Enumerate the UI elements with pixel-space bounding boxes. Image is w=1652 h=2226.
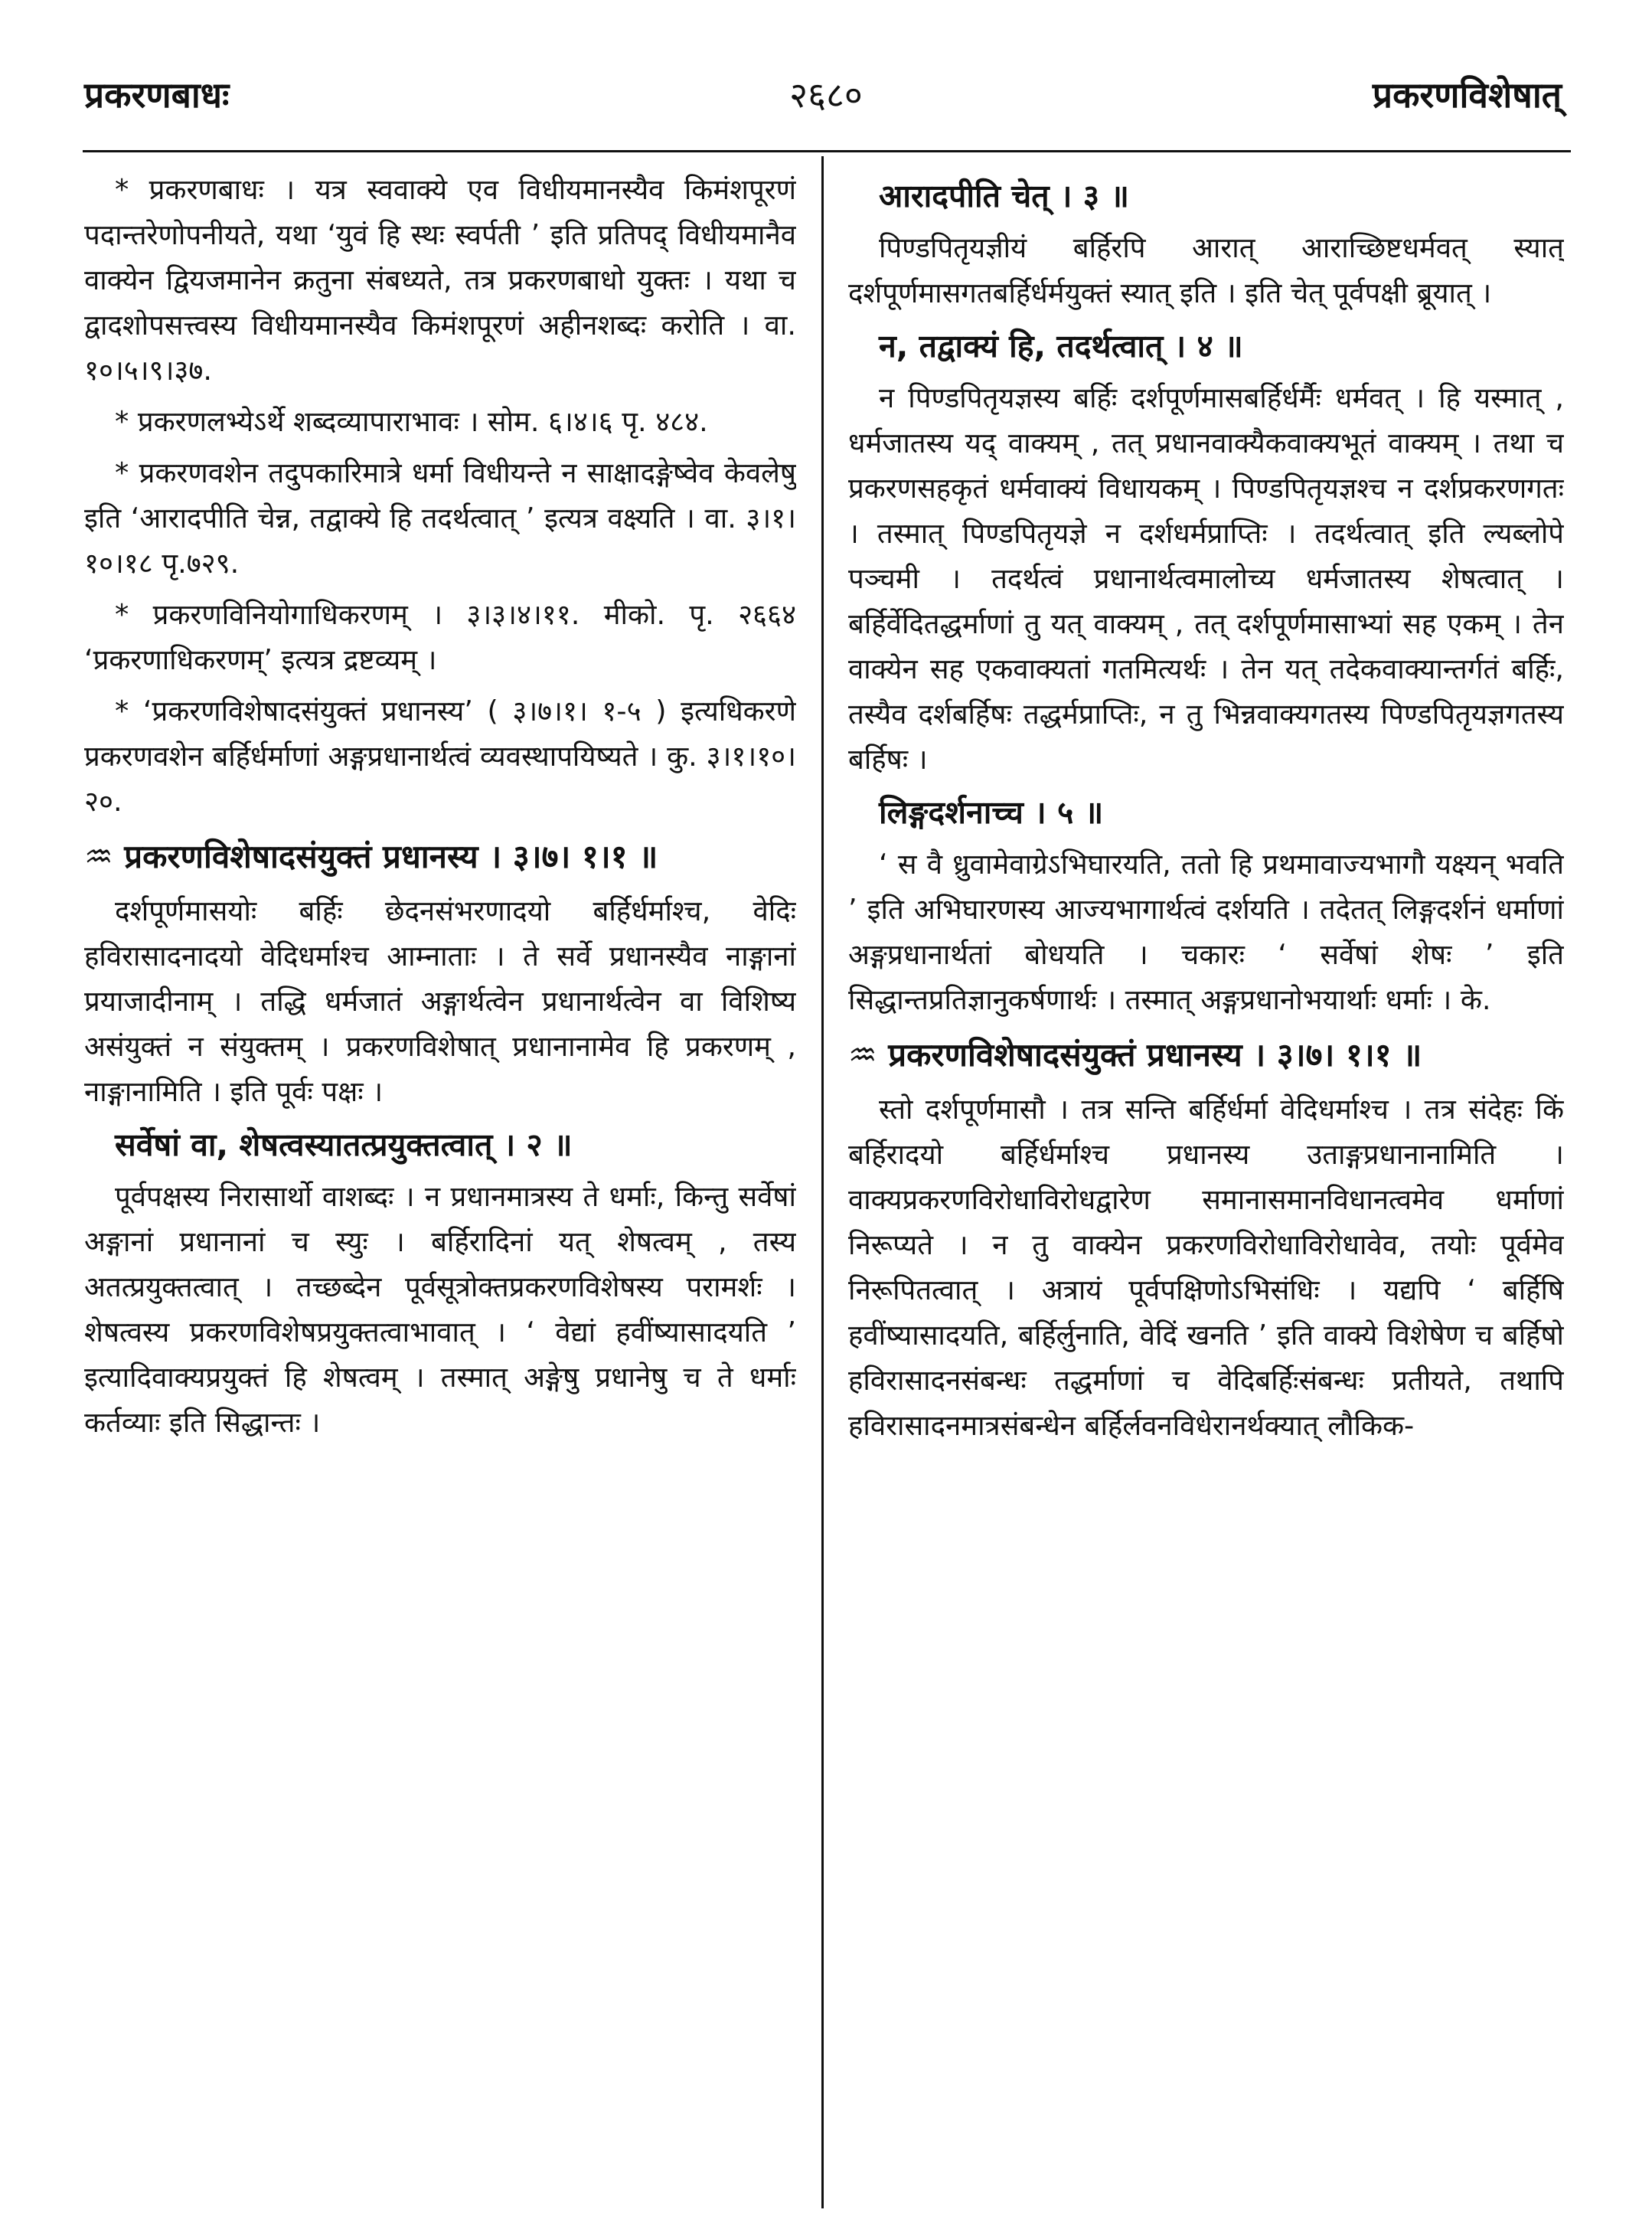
- sutra-2-commentary: पूर्वपक्षस्य निरासार्थो वाशब्दः । न प्रधानमात्रस्य ते धर्माः, किन्तु सर्वेषां अङ्गानां प्रधानानां च स्युः । बर्हिरादिनां यत् शेषत्वम् , तस्य अतत्प्रयुक्तत्वात् । तच्छब्देन पूर्वसूत्रोक्तप्रकरणविशेषस्य परामर्शः । शेषत्वस्य प्रकरणविशेषप्रयुक्तत्वाभावात् । ‘ वेद्यां हवींष्यासादयति ’ इत्यादिवाक्यप्रयुक्तं हि शेषत्वम् । तस्मात् अङ्गेषु प्रधानेषु च ते धर्माः कर्तव्याः इति सिद्धान्तः ।: [84, 1180, 796, 1439]
- entry-prakaranavashena: * प्रकरणवशेन तदुपकारिमात्रे धर्मा विधीयन्ते न साक्षादङ्गेष्वेव केवलेषु इति ‘आरादपीति चेन्न, तद्वाक्ये हि तदर्थत्वात् ’ इत्यत्र वक्ष्यति । वा. ३।१।१०।१८ पृ.७२९.: [84, 456, 796, 580]
- header-right-keyword: प्रकरणविशेषात्: [1372, 74, 1562, 116]
- entry-prakaranaviniyoga: * प्रकरणविनियोगाधिकरणम् । ३।३।४।११. मीको. पृ. २६६४ ‘प्रकरणाधिकरणम्’ इत्यत्र द्रष्टव्यम् ।: [84, 598, 796, 676]
- sutra-4-commentary: न पिण्डपितृयज्ञस्य बर्हिः दर्शपूर्णमासबर्हिर्धर्मैः धर्मवत् । हि यस्मात् , धर्मजातस्य यद् वाक्यम् , तत् प्रधानवाक्यैकवाक्यभूतं वाक्यम् । तथा च प्रकरणसहकृतं धर्मवाक्यं विधायकम् । पिण्डपितृयज्ञश्च न दर्शप्रकरणगतः । तस्मात् पिण्डपितृयज्ञे न दर्शधर्मप्राप्तिः । तदर्थत्वात् इति ल्यब्लोपे पञ्चमी । तदर्थत्वं प्रधानार्थत्वमालोच्य धर्मजातस्य शेषत्वात् । बर्हिर्वेदितद्धर्माणां तु यत् वाक्यम् , तत् दर्शपूर्णमासाभ्यां सह एकम् । तेन वाक्येन सह एकवाक्यतां गतमित्यर्थः । तेन यत् तदेकवाक्यान्तर्गतं बर्हिः, तस्यैव दर्शबर्हिषः तद्धर्मप्राप्तिः, न तु भिन्नवाक्यगतस्य पिण्डपितृयज्ञगतस्य बर्हिषः ।: [848, 381, 1564, 776]
- left-column: [84, 167, 796, 2219]
- header-left-keyword: प्रकरणबाधः: [84, 74, 230, 116]
- sutra-5-commentary: ‘ स वै ध्रुवामेवाग्रेऽभिघारयति, ततो हि प्रथमावाज्यभागौ यक्ष्यन् भवति ’ इति अभिघारणस्य आज्यभागार्थत्वं दर्शयति । तदेतत् लिङ्गदर्शनं धर्माणां अङ्गप्रधानार्थतां बोधयति । चकारः ‘ सर्वेषां शेषः ’ इति सिद्धान्तप्रतिज्ञानुकर्षणार्थः । तस्मात् अङ्गप्रधानोभयार्थाः धर्माः । के.: [848, 848, 1564, 1016]
- second-commentary: स्तो दर्शपूर्णमासौ । तत्र सन्ति बर्हिर्धर्मा वेदिधर्माश्च । तत्र संदेहः किं बर्हिरादयो बर्हिर्धर्माश्च प्रधानस्य उताङ्गप्रधानानामिति । वाक्यप्रकरणविरोधाविरोधद्वारेण समानासमानविधानत्वमेव धर्माणां निरूप्यते । न तु वाक्येन प्रकरणविरोधाविरोधावेव, तयोः पूर्वमेव निरूपितत्वात् । अत्रायं पूर्वपक्षिणोऽभिसंधिः । यद्यपि ‘ बर्हिषि हवींष्यासादयति, बर्हिर्लुनाति, वेदिं खनति ’ इति वाक्ये विशेषेण च बर्हिषो हविरासादनसंबन्धः तद्धर्माणां च वेदिबर्हिःसंबन्धः प्रतीयते, तथापि हविरासादनमात्रसंबन्धेन बर्हिर्लवनविधेरानर्थक्यात् लौकिक-: [848, 1093, 1564, 1442]
- sutra-2: सर्वेषां वा, शेषत्वस्यातत्प्रयुक्तत्वात् । २ ॥: [115, 1126, 573, 1163]
- sutra-3: आरादपीति चेत् । ३ ॥: [879, 178, 1129, 214]
- page-number: २६८०: [789, 74, 863, 116]
- entry-prakaranalabhye: * प्रकरणलभ्येऽर्थे शब्दव्यापाराभावः । सोम. ६।४।६ पृ. ४८४.: [115, 405, 708, 438]
- sutra-3-commentary: पिण्डपितृयज्ञीयं बर्हिरपि आरात् आराच्छिष्टधर्मवत् स्यात् दर्शपूर्णमासगतबर्हिर्धर्मयुक्तं स्यात् इति । इति चेत् पूर्वपक्षी ब्रूयात् ।: [848, 231, 1564, 309]
- header-rule: [83, 150, 1571, 152]
- sutra-5: लिङ्गदर्शनाच्च । ५ ॥: [879, 794, 1104, 831]
- section-heading-adhikarana-2: ♒ प्रकरणविशेषादसंयुक्तं प्रधानस्य । ३।७। १।१ ॥: [848, 1036, 1422, 1074]
- purvapaksha-paragraph: दर्शपूर्णमासयोः बर्हिः छेदनसंभरणादयो बर्हिर्धर्माश्च, वेदिः हविरासादनादयो वेदिधर्माश्च आम्नाताः । ते सर्वे प्रधानस्यैव नाङ्गानां प्रयाजादीनाम् । तद्धि धर्मजातं अङ्गार्थत्वेन प्रधानार्थत्वेन वा विशिष्य असंयुक्तं न संयुक्तम् । प्रकरणविशेषात् प्रधानानामेव हि प्रकरणम् , नाङ्गानामिति । इति पूर्वः पक्षः ।: [84, 894, 796, 1108]
- entry-prakaranabadha: * प्रकरणबाधः । यत्र स्ववाक्ये एव विधीयमानस्यैव किमंशपूरणं पदान्तरेणोपनीयते, यथा ‘युवं हि स्थः स्वर्पती ’ इति प्रतिपद् विधीयमानैव वाक्येन द्वियजमानेन क्रतुना संबध्यते, तत्र प्रकरणबाधो युक्तः । यथा च द्वादशोपसत्त्वस्य विधीयमानस्यैव किमंशपूरणं अहीनशब्दः करोति । वा. १०।५।९।३७.: [84, 173, 796, 387]
- column-divider: [821, 156, 824, 2208]
- entry-prakaranavishesha-ref: * ‘प्रकरणविशेषादसंयुक्तं प्रधानस्य’ ( ३।७।१। १-५ ) इत्यधिकरणे प्रकरणवशेन बर्हिर्धर्माणां अङ्गप्रधानार्थत्वं व्यवस्थापयिष्यते । कु. ३।१।१०।२०.: [84, 695, 796, 818]
- sutra-4: न, तद्वाक्यं हि, तदर्थत्वात् । ४ ॥: [879, 328, 1243, 364]
- right-column: [848, 167, 1564, 2219]
- section-heading-adhikarana: ♒ प्रकरणविशेषादसंयुक्तं प्रधानस्य । ३।७। १।१ ॥: [84, 838, 658, 875]
